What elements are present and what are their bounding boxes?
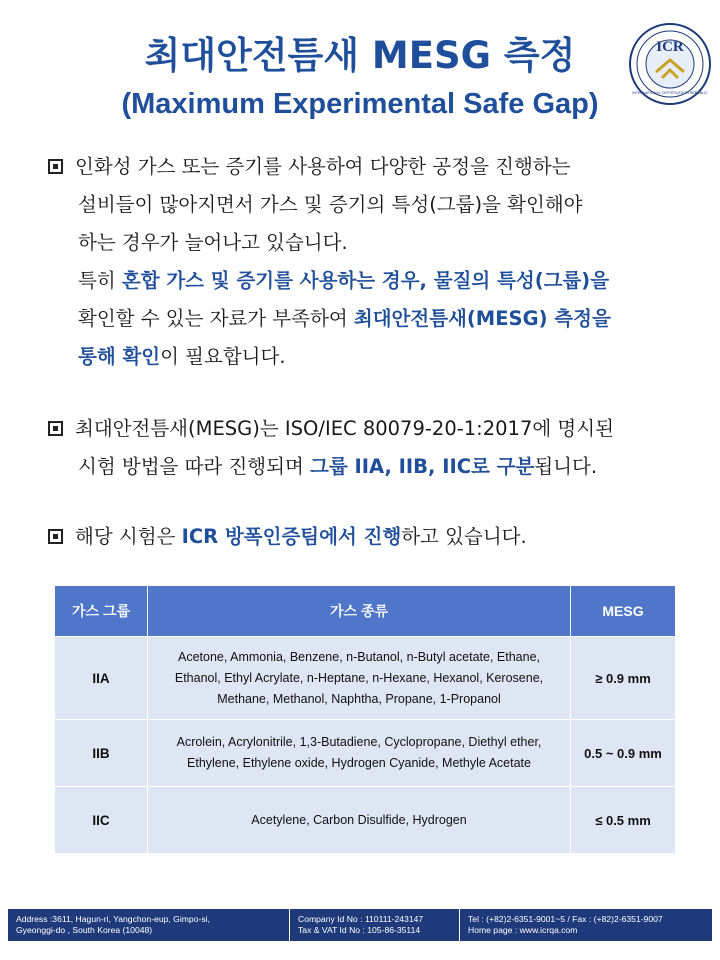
- standard-line-2a: 시험 방법을 따라 진행되며: [78, 455, 311, 478]
- testing-line-1c: 하고 있습니다.: [401, 525, 527, 548]
- intro-line-3: 하는 경우가 늘어나고 있습니다.: [78, 231, 348, 254]
- gas-line: Methane, Methanol, Naphtha, Propane, 1-Propanol: [217, 691, 501, 706]
- section-testing: [48, 518, 688, 556]
- intro-line-6-highlight: 통해 확인: [78, 345, 161, 368]
- table-header-row: [55, 586, 676, 637]
- header-gas-type: 가스 종류: [148, 586, 571, 637]
- intro-line-4-highlight: 혼합 가스 및 증기를 사용하는 경우, 물질의 특성(그룹)을: [121, 269, 610, 292]
- intro-line-6b: 이 필요합니다.: [160, 345, 286, 368]
- footer-address-line-2: Gyeonggi-do , South Korea (10048): [16, 925, 153, 935]
- footer-company: [289, 909, 459, 941]
- section-standard: [48, 410, 688, 486]
- standard-line-2c: 됩니다.: [534, 455, 598, 478]
- icr-logo: [628, 22, 712, 106]
- testing-line-highlight: ICR 방폭인증팀에서 진행: [181, 525, 402, 548]
- footer-tel: Tel : (+82)2-6351-9001~5 / Fax : (+82)2-6351-9007: [468, 914, 663, 924]
- header-mesg: MESG: [571, 586, 676, 637]
- cell-gases: [148, 720, 571, 787]
- checkbox-bullet-icon: [48, 529, 63, 544]
- logo-ring-text: INTERNATIONAL CERTIFICATION REPUBLIC: [632, 91, 708, 95]
- footer-homepage-link[interactable]: Home page : www.icrqa.com: [468, 925, 578, 935]
- page-subtitle: (Maximum Experimental Safe Gap): [121, 88, 599, 120]
- gas-group-table: [54, 585, 676, 854]
- cell-gases: [148, 637, 571, 720]
- table-row: [55, 637, 676, 720]
- checkbox-bullet-icon: [48, 421, 63, 436]
- testing-line-1a: 해당 시험은: [75, 525, 182, 548]
- section-intro: [48, 148, 688, 376]
- table-row: [55, 787, 676, 854]
- gas-line: Ethanol, Ethyl Acrylate, n-Heptane, n-Hexane, Hexanol, Kerosene,: [174, 670, 544, 685]
- table-row: [55, 720, 676, 787]
- gas-line: Acetylene, Carbon Disulfide, Hydrogen: [251, 812, 467, 827]
- cell-mesg: 0.5 ~ 0.9 mm: [571, 720, 676, 787]
- intro-line-5-highlight: 최대안전틈새(MESG) 측정을: [353, 307, 611, 330]
- logo-text: ICR: [656, 39, 684, 55]
- footer-tax-id: Tax & VAT Id No : 105-86-35114: [298, 925, 421, 935]
- cell-gases: [148, 787, 571, 854]
- gas-line: Acrolein, Acrylonitrile, 1,3-Butadiene, Cyclopropane, Diethyl ether,: [176, 735, 542, 749]
- checkbox-bullet-icon: [48, 159, 63, 174]
- gas-line: Ethylene, Ethylene oxide, Hydrogen Cyanide, Methyle Acetate: [187, 756, 531, 770]
- footer-bar: [8, 909, 712, 941]
- cell-group: IIB: [55, 720, 148, 787]
- standard-line-2-highlight: 그룹 IIA, IIB, IIC로 구분: [310, 455, 535, 478]
- cell-mesg: ≤ 0.5 mm: [571, 787, 676, 854]
- cell-group: IIC: [55, 787, 148, 854]
- standard-line-1: 최대안전틈새(MESG)는 ISO/IEC 80079-20-1:2017에 명시된: [75, 417, 614, 440]
- intro-line-5a: 확인할 수 있는 자료가 부족하여: [78, 307, 354, 330]
- footer-company-id: Company Id No : 110111-243147: [298, 914, 424, 924]
- intro-line-1: 인화성 가스 또는 증기를 사용하여 다양한 공정을 진행하는: [75, 155, 571, 178]
- gas-line: Acetone, Ammonia, Benzene, n-Butanol, n-Butyl acetate, Ethane,: [177, 649, 541, 664]
- intro-line-2: 설비들이 많아지면서 가스 및 증기의 특성(그룹)을 확인해야: [78, 193, 583, 216]
- cell-group: IIA: [55, 637, 148, 720]
- page-title: 최대안전틈새 MESG 측정: [144, 34, 576, 77]
- intro-line-4a: 특히: [78, 269, 122, 292]
- footer-address: [8, 909, 289, 941]
- cell-mesg: ≥ 0.9 mm: [571, 637, 676, 720]
- header-gas-group: 가스 그룹: [55, 586, 148, 637]
- footer-address-line-1: Address :3611, Hagun-ri, Yangchon-eup, Gimpo-si,: [16, 914, 210, 924]
- footer-contact: [459, 909, 712, 941]
